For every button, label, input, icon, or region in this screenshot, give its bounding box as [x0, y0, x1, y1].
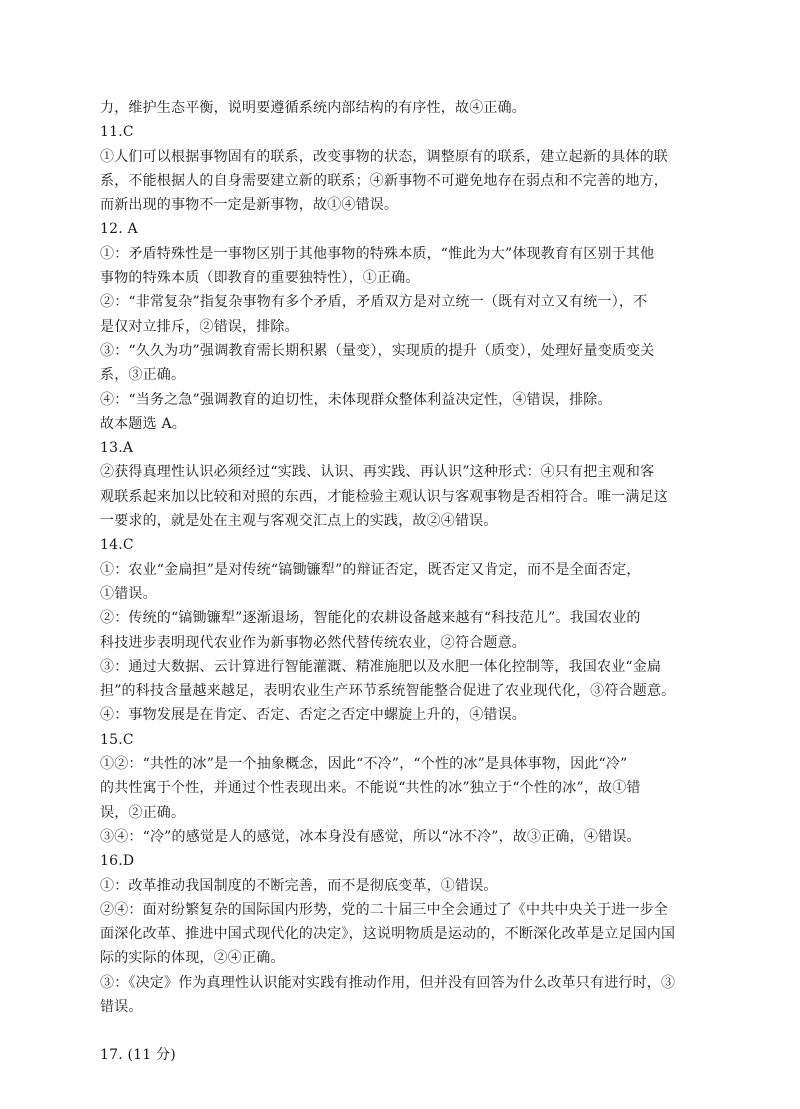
text-line: 力，维护生态平衡，说明要遵循系统内部结构的有序性，故④正确。 [100, 100, 526, 116]
text-line: ④：“当务之急”强调教育的迫切性，未体现群众整体利益决定性，④错误，排除。 [100, 391, 612, 408]
text-line: 面深化改革、推进中国式现代化的决定》，这说明物质是运动的，不断深化改革是立足国内国 [100, 926, 676, 943]
question-number: 15.C [100, 731, 134, 748]
text-line: 担”的科技含量越来越足，表明农业生产环节系统智能整合促进了农业现代化，③符合题意。 [100, 683, 676, 700]
text-line: ①错误。 [100, 585, 157, 602]
document-page [100, 96, 706, 1068]
question-number: 14.C [100, 537, 134, 554]
text-line: ②：传统的“镐锄镰犁”逐渐退场，智能化的农耕设备越来越有“科技范儿”。我国农业的 [100, 610, 641, 627]
text-line: ②：“非常复杂”指复杂事物有多个矛盾，矛盾双方是对立统一（既有对立又有统一），不 [100, 294, 648, 311]
text-line: ③：《决定》作为真理性认识能对实践有推动作用，但并没有回答为什么改革只有进行时，③ [100, 974, 676, 991]
section-heading-17: 17. (11 分) [100, 1047, 176, 1064]
text-line: ③：“久久为功”强调教育需长期积累（量变），实现质的提升（质变），处理好量变质变关 [100, 342, 655, 359]
text-line: 系，不能根据人的自身需要建立新的联系；④新事物不可避免地存在弱点和不完善的地方， [100, 172, 668, 189]
text-line: 一要求的，就是处在主观与客观交汇点上的实践，故②④错误。 [100, 513, 498, 530]
text-line: ③④：“冷”的感觉是人的感觉，冰本身没有感觉，所以“冰不冷”，故③正确，④错误。 [100, 828, 641, 845]
text-line: 科技进步表明现代农业作为新事物必然代替传统农业，②符合题意。 [100, 634, 526, 651]
question-number: 13.A [100, 440, 134, 457]
text-line: 系，③正确。 [100, 367, 186, 384]
text-line: ①：农业“金扁担”是对传统“镐锄镰犁”的辩证否定，既否定又肯定，而不是全面否定， [100, 561, 641, 578]
text-line: ①：矛盾特殊性是一事物区别于其他事物的特殊本质，“惟此为大”体现教育有区别于其他 [100, 245, 655, 262]
text-line: 观联系起来加以比较和对照的东西，才能检验主观认识与客观事物是否相符合。唯一满足这 [100, 488, 668, 505]
text-line: ④：事物发展是在肯定、否定、否定之否定中螺旋上升的，④错误。 [100, 707, 526, 724]
question-number: 16.D [100, 853, 135, 870]
text-line: ①②：“共性的冰”是一个抽象概念，因此“不冷”，“个性的冰”是具体事物，因此“冷” [100, 756, 628, 773]
text-line: 误，②正确。 [100, 804, 186, 821]
question-number: 11.C [100, 124, 134, 141]
text-line: 而新出现的事物不一定是新事物，故①④错误。 [100, 197, 399, 214]
text-line: ③：通过大数据、云计算进行智能灌溉、精准施肥以及水肥一体化控制等，我国农业“金扁 [100, 658, 662, 675]
text-line: 的共性寓于个性，并通过个性表现出来。不能说“共性的冰”独立于“个性的冰”，故①错 [100, 780, 641, 797]
section-gap [100, 1019, 706, 1043]
question-number: 12. A [100, 221, 138, 238]
text-line: ②获得真理性认识必须经过“实践、认识、再实践、再认识”这种形式：④只有把主观和客 [100, 464, 655, 481]
text-line: 错误。 [100, 998, 143, 1015]
text-line: 事物的特殊本质（即教育的重要独特性），①正确。 [100, 270, 420, 287]
text-line: 故本题选 A。 [100, 415, 186, 432]
text-line: 是仅对立排斥，②错误，排除。 [100, 318, 299, 335]
text-line: 际的实际的体现，②④正确。 [100, 950, 285, 967]
text-line: ②④：面对纷繁复杂的国际国内形势，党的二十届三中全会通过了《中共中央关于进一步全 [100, 901, 668, 918]
text-line: ①：改革推动我国制度的不断完善，而不是彻底变革，①错误。 [100, 877, 498, 894]
text-line: ①人们可以根据事物固有的联系，改变事物的状态，调整原有的联系，建立起新的具体的联 [100, 148, 668, 165]
